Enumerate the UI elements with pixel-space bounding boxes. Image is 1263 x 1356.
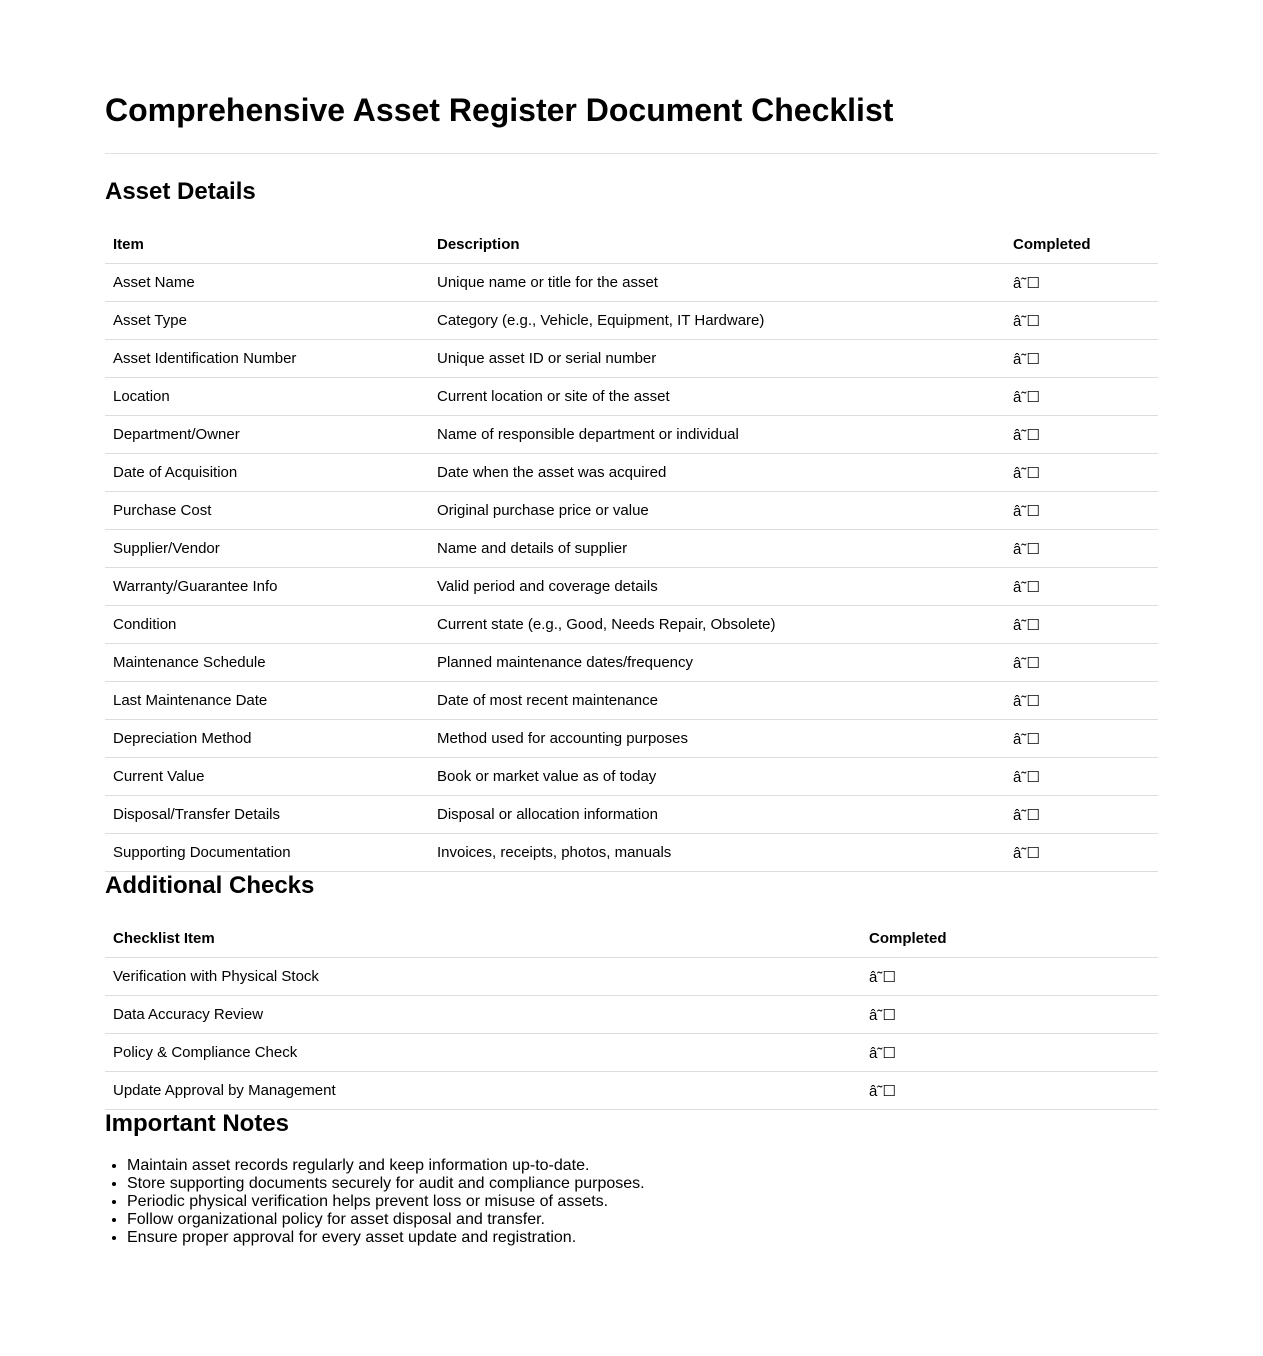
completed-checkbox[interactable]: â˜☐ — [1005, 416, 1158, 454]
column-header-completed: Completed — [1005, 226, 1158, 264]
table-row — [105, 834, 1158, 872]
completed-checkbox[interactable]: â˜☐ — [861, 958, 1158, 996]
note-item: • Ensure proper approval for every asset update and registration. — [127, 1229, 645, 1247]
description-cell: Name and details of supplier — [429, 530, 1005, 568]
description-cell: Method used for accounting purposes — [429, 720, 1005, 758]
table-row — [105, 454, 1158, 492]
item-cell: Supporting Documentation — [105, 834, 429, 872]
completed-checkbox[interactable]: â˜☐ — [1005, 264, 1158, 302]
item-cell: Current Value — [105, 758, 429, 796]
item-cell: Condition — [105, 606, 429, 644]
table-row — [105, 682, 1158, 720]
completed-checkbox[interactable]: â˜☐ — [1005, 834, 1158, 872]
note-item: • Maintain asset records regularly and keep information up-to-date. — [127, 1157, 645, 1175]
asset-details-table — [105, 226, 1158, 872]
table-header-row — [105, 226, 1158, 264]
description-cell: Date of most recent maintenance — [429, 682, 1005, 720]
table-row — [105, 264, 1158, 302]
completed-checkbox[interactable]: â˜☐ — [1005, 454, 1158, 492]
checklist-item-cell: Verification with Physical Stock — [105, 958, 861, 996]
description-cell: Unique name or title for the asset — [429, 264, 1005, 302]
item-cell: Last Maintenance Date — [105, 682, 429, 720]
item-cell: Purchase Cost — [105, 492, 429, 530]
description-cell: Category (e.g., Vehicle, Equipment, IT Hardware) — [429, 302, 1005, 340]
item-cell: Maintenance Schedule — [105, 644, 429, 682]
notes-list — [105, 1157, 645, 1247]
completed-checkbox[interactable]: â˜☐ — [1005, 606, 1158, 644]
table-row — [105, 302, 1158, 340]
checklist-item-cell: Data Accuracy Review — [105, 996, 861, 1034]
description-cell: Unique asset ID or serial number — [429, 340, 1005, 378]
table-row — [105, 606, 1158, 644]
completed-checkbox[interactable]: â˜☐ — [1005, 340, 1158, 378]
completed-checkbox[interactable]: â˜☐ — [1005, 758, 1158, 796]
completed-checkbox[interactable]: â˜☐ — [1005, 530, 1158, 568]
column-header-item: Item — [105, 226, 429, 264]
completed-checkbox[interactable]: â˜☐ — [861, 1072, 1158, 1110]
important-notes-heading: Important Notes — [105, 1110, 290, 1137]
completed-checkbox[interactable]: â˜☐ — [1005, 492, 1158, 530]
completed-checkbox[interactable]: â˜☐ — [1005, 644, 1158, 682]
completed-checkbox[interactable]: â˜☐ — [1005, 378, 1158, 416]
completed-checkbox[interactable]: â˜☐ — [861, 996, 1158, 1034]
table-row — [105, 416, 1158, 454]
item-cell: Asset Type — [105, 302, 429, 340]
description-cell: Current state (e.g., Good, Needs Repair, Obsolete) — [429, 606, 1005, 644]
checklist-item-cell: Policy & Compliance Check — [105, 1034, 861, 1072]
table-row — [105, 644, 1158, 682]
table-row — [105, 378, 1158, 416]
table-row — [105, 996, 1158, 1034]
note-item: • Periodic physical verification helps prevent loss or misuse of assets. — [127, 1193, 645, 1211]
description-cell: Original purchase price or value — [429, 492, 1005, 530]
table-row — [105, 492, 1158, 530]
table-row — [105, 1072, 1158, 1110]
column-header-description: Description — [429, 226, 1005, 264]
page-title: Comprehensive Asset Register Document Checklist — [105, 92, 894, 128]
table-row — [105, 568, 1158, 606]
completed-checkbox[interactable]: â˜☐ — [1005, 302, 1158, 340]
description-cell: Valid period and coverage details — [429, 568, 1005, 606]
item-cell: Disposal/Transfer Details — [105, 796, 429, 834]
item-cell: Location — [105, 378, 429, 416]
description-cell: Invoices, receipts, photos, manuals — [429, 834, 1005, 872]
item-cell: Asset Name — [105, 264, 429, 302]
note-item: • Follow organizational policy for asset disposal and transfer. — [127, 1211, 645, 1229]
note-item: • Store supporting documents securely for audit and compliance purposes. — [127, 1175, 645, 1193]
description-cell: Current location or site of the asset — [429, 378, 1005, 416]
additional-checks-table — [105, 920, 1158, 1110]
description-cell: Date when the asset was acquired — [429, 454, 1005, 492]
completed-checkbox[interactable]: â˜☐ — [861, 1034, 1158, 1072]
description-cell: Name of responsible department or individual — [429, 416, 1005, 454]
item-cell: Warranty/Guarantee Info — [105, 568, 429, 606]
table-row — [105, 720, 1158, 758]
table-header-row — [105, 920, 1158, 958]
table-row — [105, 958, 1158, 996]
column-header-completed: Completed — [861, 920, 1158, 958]
item-cell: Supplier/Vendor — [105, 530, 429, 568]
title-divider — [105, 153, 1158, 154]
table-row — [105, 796, 1158, 834]
item-cell: Department/Owner — [105, 416, 429, 454]
completed-checkbox[interactable]: â˜☐ — [1005, 568, 1158, 606]
description-cell: Disposal or allocation information — [429, 796, 1005, 834]
table-row — [105, 340, 1158, 378]
table-row — [105, 1034, 1158, 1072]
table-row — [105, 758, 1158, 796]
completed-checkbox[interactable]: â˜☐ — [1005, 720, 1158, 758]
description-cell: Planned maintenance dates/frequency — [429, 644, 1005, 682]
column-header-checklist-item: Checklist Item — [105, 920, 861, 958]
additional-checks-heading: Additional Checks — [105, 872, 315, 899]
description-cell: Book or market value as of today — [429, 758, 1005, 796]
checklist-item-cell: Update Approval by Management — [105, 1072, 861, 1110]
item-cell: Depreciation Method — [105, 720, 429, 758]
completed-checkbox[interactable]: â˜☐ — [1005, 682, 1158, 720]
item-cell: Date of Acquisition — [105, 454, 429, 492]
table-row — [105, 530, 1158, 568]
item-cell: Asset Identification Number — [105, 340, 429, 378]
completed-checkbox[interactable]: â˜☐ — [1005, 796, 1158, 834]
asset-details-heading: Asset Details — [105, 178, 256, 205]
